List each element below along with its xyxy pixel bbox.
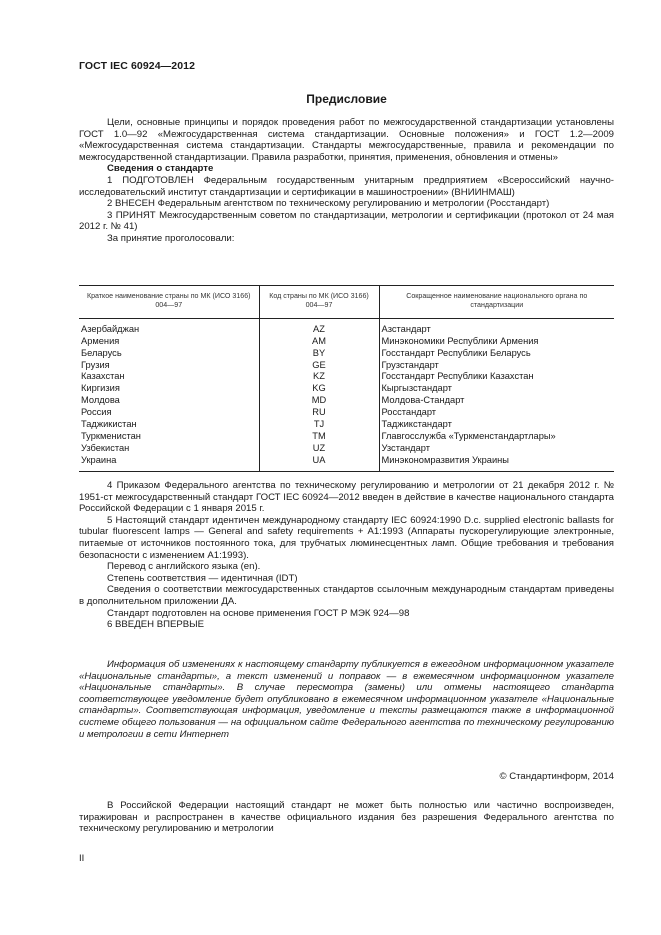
- country-name: Казахстан: [81, 371, 125, 382]
- country-name: Таджикистан: [81, 419, 137, 430]
- intro-paragraph: Цели, основные принципы и порядок проведения работ по межгосударственной стандартизации установлены ГОСТ 1.0—92 «Межгосударственная система стандартизации. Основные положения» и ГОСТ 1.2—2009 «Межгосударственная система стандартизации. Стандарты межгосударственные, правила и рекомендации по межгосударственной стандартизации. Правила разработки, принятия, применения, обновления и отмены»: [79, 117, 614, 163]
- country-code: RU: [259, 407, 379, 419]
- standards-body: Грузстандарт: [379, 360, 614, 372]
- standards-body: Росстандарт: [379, 407, 614, 419]
- country-code: KG: [259, 383, 379, 395]
- table-row: [79, 318, 614, 335]
- section-heading: Сведения о стандарте: [107, 163, 214, 175]
- country-code: GE: [259, 360, 379, 372]
- country-code: BY: [259, 348, 379, 360]
- copyright-section: [79, 771, 614, 783]
- column-header-code: Код страны по МК (ИСО 3166) 004—97: [259, 286, 379, 319]
- translation-note: Перевод с английского языка (en).: [107, 561, 261, 573]
- voting-table: [79, 285, 614, 472]
- column-header-country: Краткое наименование страны по МК (ИСО 3166) 004—97: [79, 286, 259, 319]
- table-row: [79, 443, 614, 455]
- country-name: Грузия: [81, 359, 110, 370]
- country-name: Россия: [81, 407, 112, 418]
- country-code: AM: [259, 336, 379, 348]
- table-row: [79, 407, 614, 419]
- item-identical: 5 Настоящий стандарт идентичен международному стандарту IEC 60924:1990 D.c. supplied electronic ballasts for tubular fluorescent lamps — General and safety requirements + A1:1993 (Аппараты пускорегулирующие электронные, питаемые от источников постоянного тока, для трубчатых люминесцентных ламп. Общие требования и требования безопасности с изменением A1:1993).: [79, 514, 614, 561]
- standards-body: Госстандарт Республики Казахстан: [379, 371, 614, 383]
- country-name: Туркменистан: [81, 430, 141, 441]
- legal-section: [79, 800, 614, 835]
- references-note: Сведения о соответствии межгосударственных стандартов ссылочным международным стандартам приведены в дополнительном приложении ДА.: [79, 584, 614, 607]
- legal-notice: В Российской Федерации настоящий стандарт не может быть полностью или частично воспроизведен, тиражирован и распространен в качестве официального издания без разрешения Федерального агентства по техническому регулированию и метрологии: [79, 800, 614, 835]
- changes-notice: Информация об изменениях к настоящему стандарту публикуется в ежегодном информационном указателе «Национальные стандарты», а текст изменений и поправок — в ежемесячном информационном указателе «Национальные стандарты». В случае пересмотра (замены) или отмены настоящего стандарта соответствующее уведомление будет опубликовано в ежемесячном информационном указателе «Национальные стандарты». Соответствующая информация, уведомление и тексты размещаются также в информационной системе общего пользования — на официальном сайте Федерального агентства по техническому регулированию и метрологии в сети Интернет: [79, 659, 614, 740]
- conformity-note: Степень соответствия — идентичная (IDT): [107, 572, 298, 584]
- country-name: Киргизия: [81, 383, 120, 394]
- item-submitted: 2 ВНЕСЕН Федеральным агентством по техническому регулированию и метрологии (Росстандарт): [107, 198, 550, 210]
- country-code: TJ: [259, 419, 379, 431]
- country-code: MD: [259, 395, 379, 407]
- item-adopted: 3 ПРИНЯТ Межгосударственным советом по стандартизации, метрологии и сертификации (протокол от 24 мая 2012 г. № 41): [79, 209, 614, 233]
- table-header-row: [79, 286, 614, 319]
- item-enacted: 4 Приказом Федерального агентства по техническому регулированию и метрологии от 21 декабря 2012 г. № 1951-ст межгосударственный стандарт ГОСТ IEC 60924—2012 введен в действие в качестве национального стандарта Российской Федерации с 1 января 2015 г.: [79, 480, 614, 515]
- table-row: [79, 360, 614, 372]
- copyright-line: © Стандартинформ, 2014: [499, 771, 614, 782]
- intro-section: [79, 117, 614, 245]
- standards-body: Молдова-Стандарт: [379, 395, 614, 407]
- country-code: UA: [259, 455, 379, 471]
- standards-body: Узстандарт: [379, 443, 614, 455]
- details-section: [79, 480, 614, 631]
- table-row: [79, 455, 614, 471]
- standards-body: Госстандарт Республики Беларусь: [379, 348, 614, 360]
- page-title: Предисловие: [306, 92, 387, 106]
- table-row: [79, 431, 614, 443]
- notice-section: [79, 659, 614, 740]
- table-row: [79, 419, 614, 431]
- country-code: AZ: [259, 318, 379, 335]
- standards-body: Минэкономики Республики Армения: [379, 336, 614, 348]
- document-code: ГОСТ IEC 60924—2012: [79, 60, 196, 72]
- standards-body: Таджикстандарт: [379, 419, 614, 431]
- country-name: Беларусь: [81, 347, 122, 358]
- standards-body: Минэкономразвития Украины: [379, 455, 614, 471]
- table-row: [79, 336, 614, 348]
- standards-body: Главгосслужба «Туркменстандартлары»: [379, 431, 614, 443]
- page-number: II: [79, 853, 85, 864]
- country-name: Украина: [79, 455, 259, 471]
- country-code: UZ: [259, 443, 379, 455]
- standards-body: Азстандарт: [379, 318, 614, 335]
- column-header-body: Сокращенное наименование национального органа по стандартизации: [379, 286, 614, 319]
- country-name: Армения: [81, 335, 120, 346]
- table-row: [79, 348, 614, 360]
- basis-note: Стандарт подготовлен на основе применения ГОСТ Р МЭК 924—98: [107, 607, 410, 619]
- country-name: Молдова: [81, 395, 120, 406]
- country-name: Азербайджан: [81, 323, 140, 334]
- standards-body: Кыргызстандарт: [379, 383, 614, 395]
- country-code: KZ: [259, 371, 379, 383]
- voted-label: За принятие проголосовали:: [107, 232, 235, 244]
- item-prepared: 1 ПОДГОТОВЛЕН Федеральным государственным унитарным предприятием «Всероссийский научно-исследовательский институт стандартизации и сертификации в машиностроении» (ВНИИНМАШ): [79, 174, 614, 198]
- item-introduced: 6 ВВЕДЕН ВПЕРВЫЕ: [107, 619, 205, 631]
- country-name: Узбекистан: [81, 442, 130, 453]
- table-row: [79, 371, 614, 383]
- country-code: TM: [259, 431, 379, 443]
- table-row: [79, 383, 614, 395]
- table-row: [79, 395, 614, 407]
